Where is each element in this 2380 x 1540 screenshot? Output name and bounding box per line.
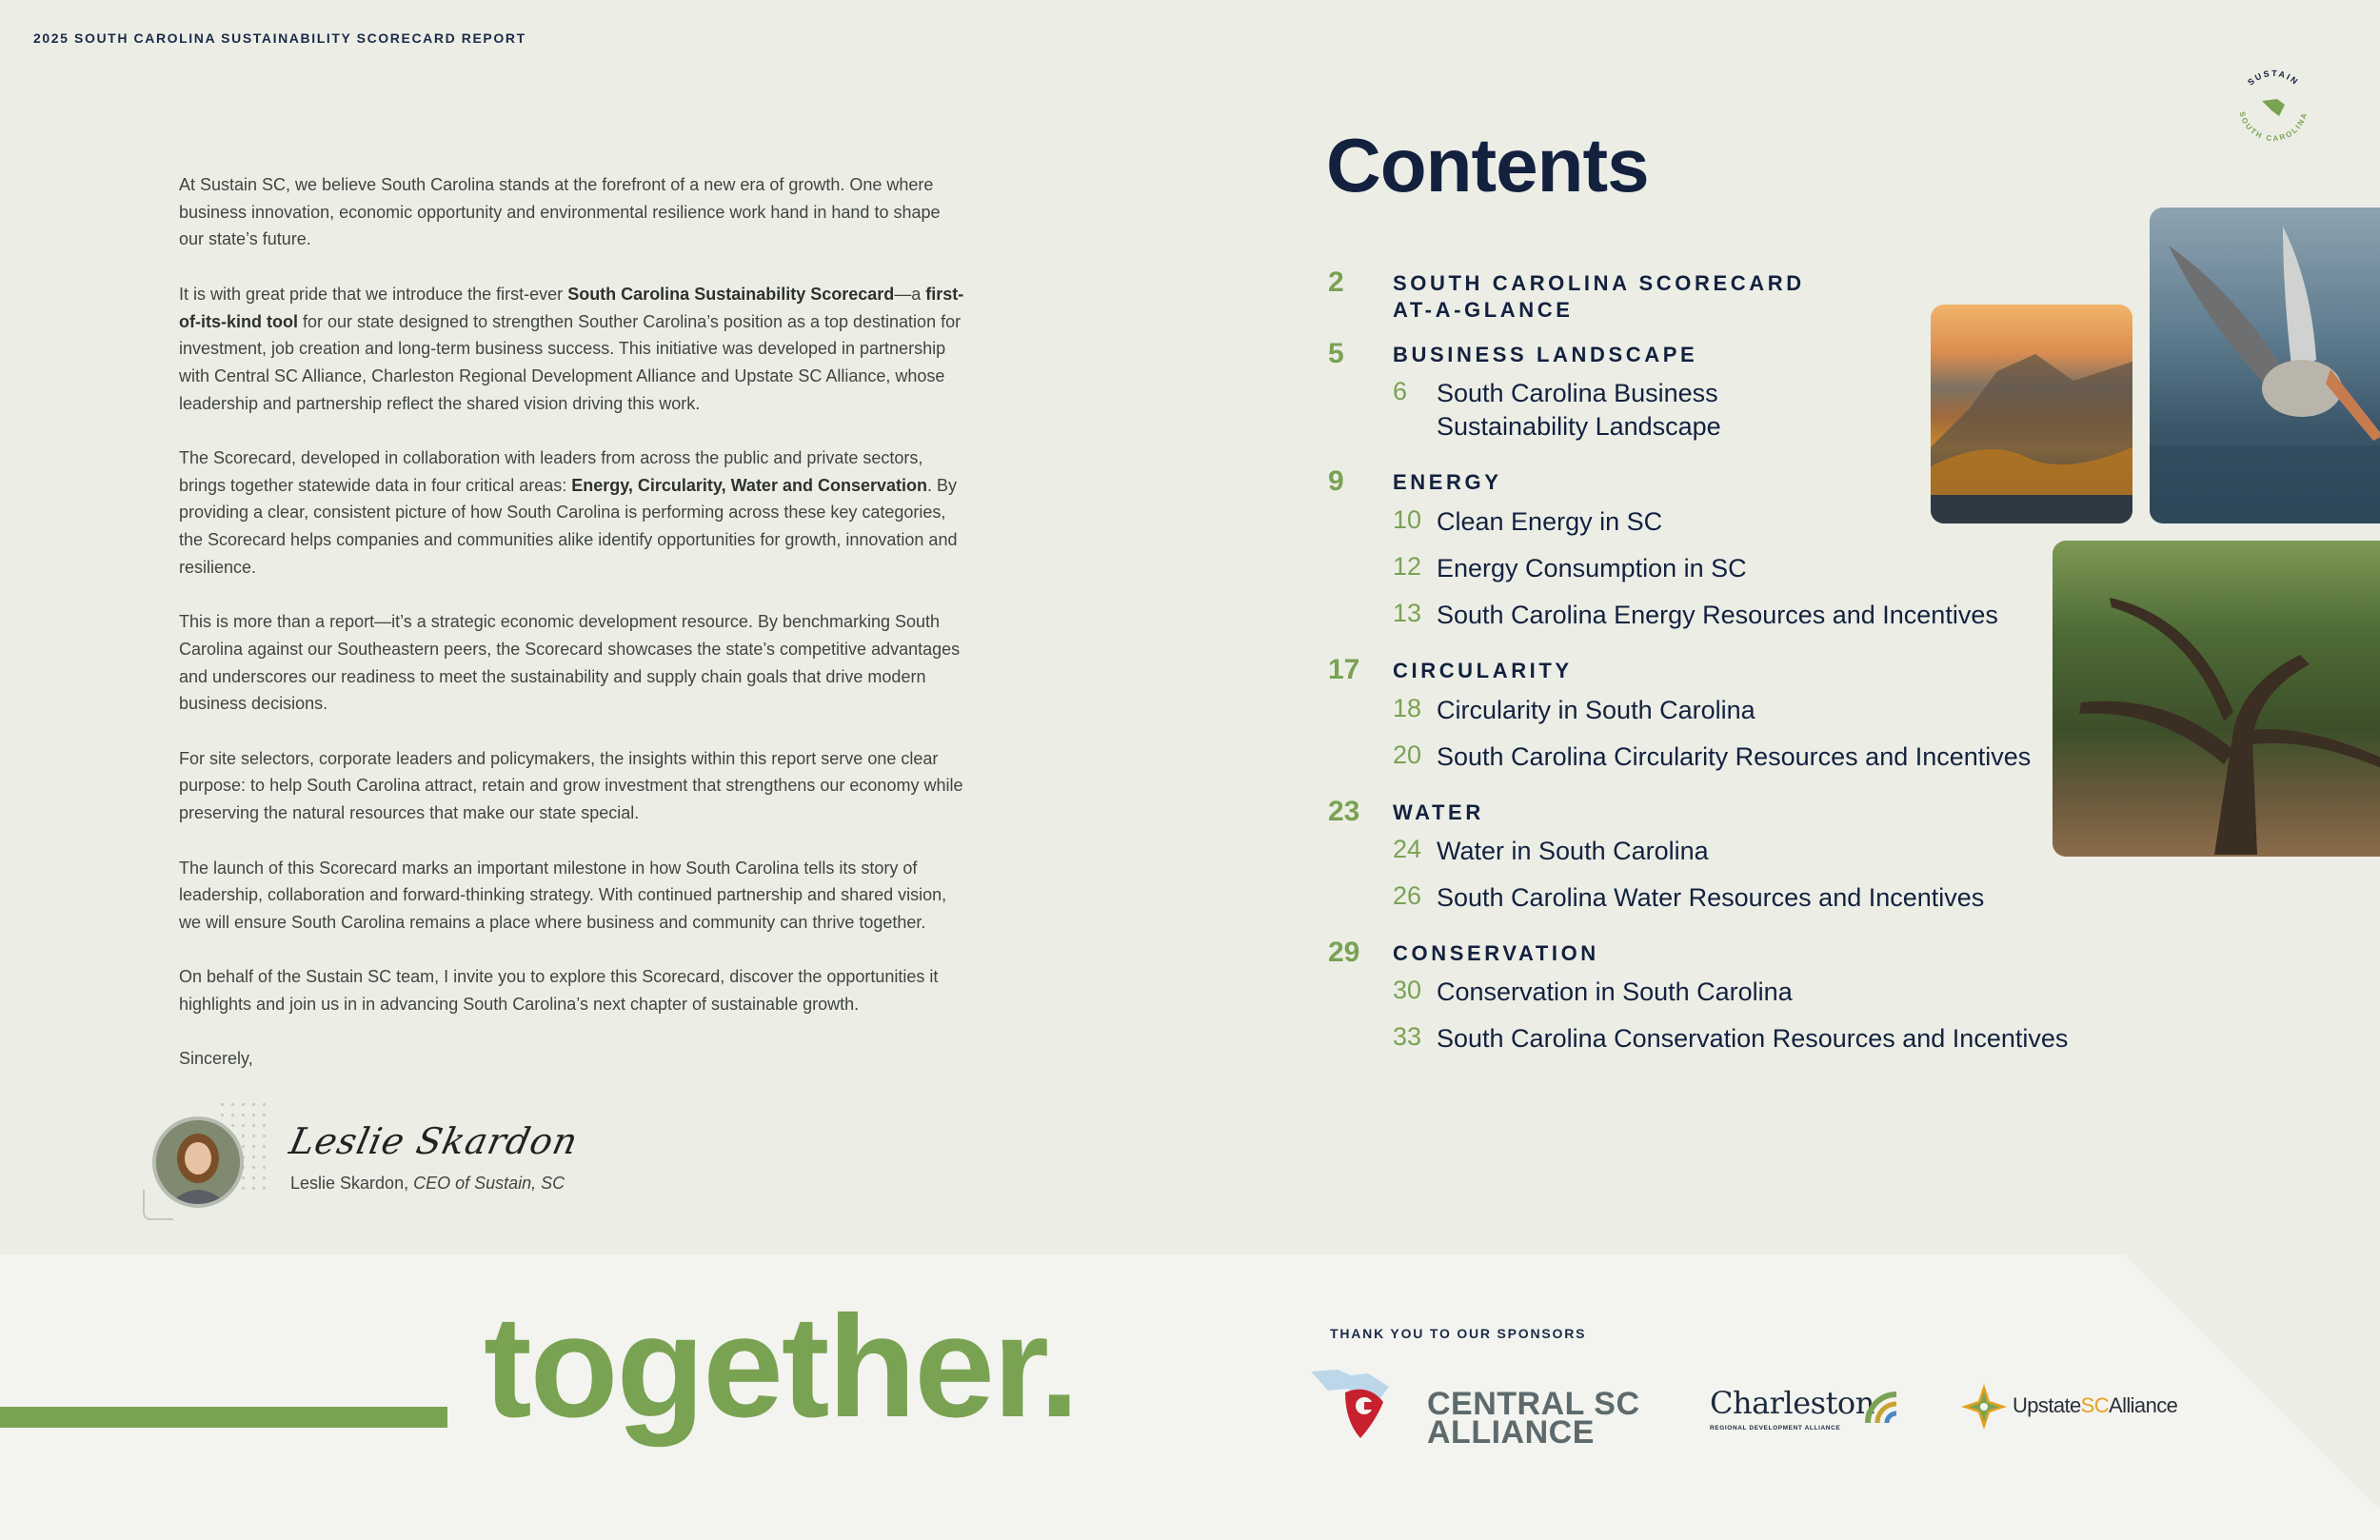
toc-item-title: South Carolina Business Sustainability Landscape [1437,379,1721,441]
upstate-sc-alliance-logo[interactable]: UpstateSCAlliance [1959,1382,2169,1435]
toc-page-number: 6 [1393,377,1408,405]
letter-paragraph-2: It is with great pride that we introduce the first-ever South Carolina Sustainability Scorecard—a first-of-its-kind tool for our state designed to strengthen Souther Carolina’s position as a top destination for investment, job creation and long-term business success. This initiative was developed in partnership with Central SC Alliance, Charleston Regional Development Alliance and Upstate SC Alliance, whose leadership and partnership reflect the shared vision driving this work. [179,284,964,413]
toc-section-title: WATER [1393,800,1484,824]
toc-page-number: 23 [1328,796,1360,827]
handwritten-signature: Leslie Skardon [286,1120,583,1162]
together-tagline: together. [484,1286,1078,1448]
letter-paragraph-6: The launch of this Scorecard marks an important milestone in how South Carolina tells its story of leadership, collaboration and forward-thinking strategy. With continued partnership and shared vision, we will ensure South Carolina remains a place where business and community can thrive together. [179,858,947,932]
toc-page-number: 29 [1328,937,1360,968]
sustain-sc-logo [2230,63,2317,150]
signature-block [143,1099,581,1233]
central-sc-alliance-logo[interactable] [1309,1366,1652,1451]
charleston-rda-logo[interactable]: Charleston REGIONAL DEVELOPMENT ALLIANCE [1710,1385,1900,1442]
sponsors-label: THANK YOU TO OUR SPONSORS [1330,1326,1587,1341]
toc-section-title: SOUTH CAROLINA SCORECARD AT-A-GLANCE [1393,271,1805,322]
toc-section-title: BUSINESS LANDSCAPE [1393,343,1698,366]
central-sc-alliance-wordmark: CENTRAL SC ALLIANCE [1427,1386,1640,1451]
toc-section-title: ENERGY [1393,470,1502,494]
svg-text:SOUTH CAROLINA: SOUTH CAROLINA [2237,110,2310,144]
intro-letter [179,171,969,1100]
letter-paragraph-4: This is more than a report—it’s a strategic economic development resource. By benchmarking South Carolina against our Southeastern peers, the Scorecard showcases the state’s competitive advantages and underscores our readiness to meet the sustainability and supply chain goals that drive modern business decisions. [179,612,961,714]
report-header-label: 2025 SOUTH CAROLINA SUSTAINABILITY SCORECARD REPORT [33,30,526,46]
mountain-landscape-photo [1931,305,2132,523]
contents-heading: Contents [1326,123,1649,207]
letter-paragraph-1: At Sustain SC, we believe South Carolina stands at the forefront of a new era of growth. One where business innovation, economic opportunity and environmental resilience work hand in hand to shape our state’s future. [179,175,941,249]
svg-text:SUSTAIN: SUSTAIN [2246,68,2301,88]
pelican-photo [2150,207,2380,523]
avatar [152,1116,244,1208]
toc-page-number: 17 [1328,654,1360,685]
toc-page-number: 5 [1328,338,1344,369]
toc-page-number: 2 [1328,267,1344,298]
letter-paragraph-3: The Scorecard, developed in collaboration with leaders from across the public and private sectors, brings together statewide data in four critical areas: Energy, Circularity, Water and Conservation. By providing a clear, consistent picture of how South Carolina is performing across these key categories, the Scorecard helps companies and communities alike identify opportunities for growth, innovation and resilience. [179,448,958,577]
letter-paragraph-5: For site selectors, corporate leaders and policymakers, the insights within this report serve one clear purpose: to help South Carolina attract, retain and grow investment that strengthens our economy while preserving the natural resources that make our state special. [179,748,963,823]
live-oak-tree-photo [2053,541,2380,857]
letter-closing: Sincerely, [179,1049,253,1069]
toc-section-title: CIRCULARITY [1393,659,1573,682]
letter-paragraph-7: On behalf of the Sustain SC team, I invite you to explore this Scorecard, discover the opportunities it highlights and join us in in advancing South Carolina’s next chapter of sustainable growth. [179,967,939,1014]
signer-name: Leslie Skardon, CEO of Sustain, SC [290,1174,565,1193]
decorative-green-bar [0,1407,447,1428]
toc-page-number: 9 [1328,465,1344,497]
toc-section-title: CONSERVATION [1393,941,1599,965]
